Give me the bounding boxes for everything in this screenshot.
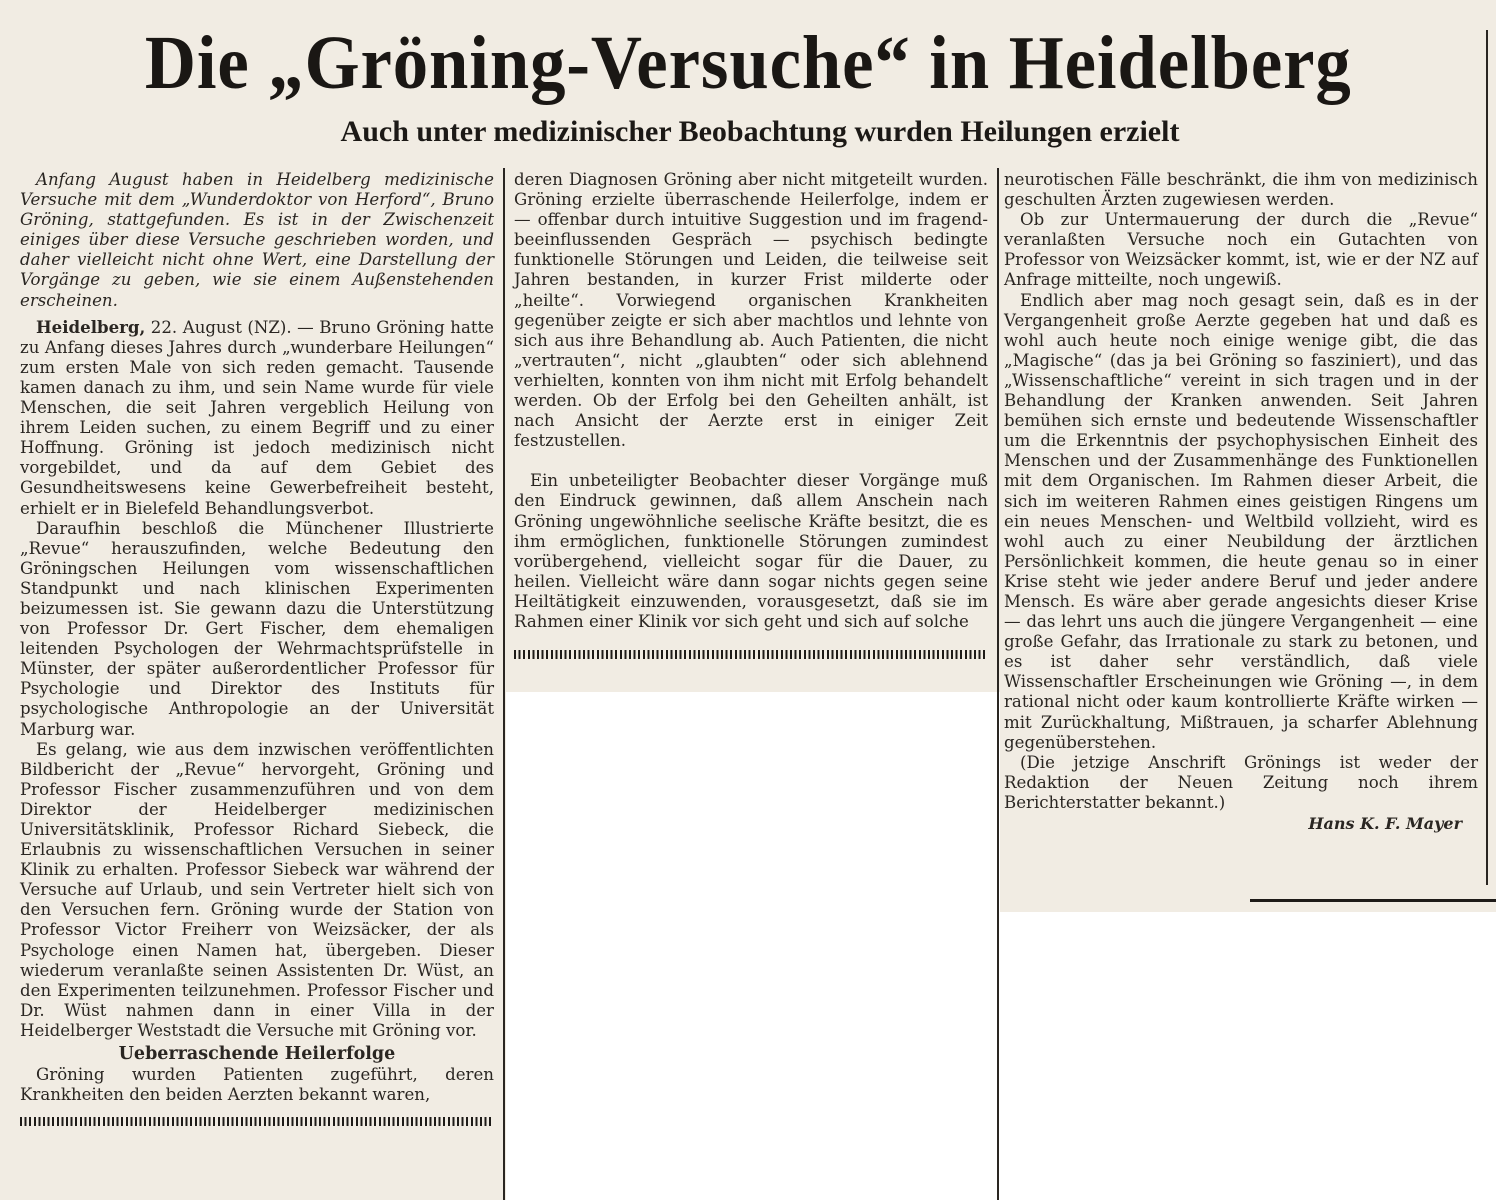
subheadline: Auch unter medizinischer Beobachtung wurden Heilungen erzielt (340, 115, 1180, 148)
body-paragraph-anschrift: (Die jetzige Anschrift Grönings ist weder der Redaktion der Neuen Zeitung noch ihrem Berichterstatter bekannt.) (1004, 752, 1478, 812)
body-paragraph-continued: deren Diagnosen Gröning aber nicht mitgeteilt wurden. Gröning erzielte überraschende Heilerfolge, indem er — offenbar durch intuitive Suggestion und im fragend-beeinflussenden Gespräch — psychisch bedingte funktionelle Störungen und Leiden, die teilweise seit Jahren bestanden, in kurzer Frist milderte oder „heilte“. Vorwiegend organischen Krankheiten gegenüber zeigte er sich aber machtlos und lehnte von sich aus ihre Behandlung ab. Auch Patienten, die nicht „vertrauten“, nicht „glaubten“ oder sich ablehnend verhielten, konnten von ihm nicht mit Erfolg behandelt werden. Ob der Erfolg bei den Geheilten anhält, ist nach Ansicht der Aerzte erst in einiger Zeit festzustellen. (514, 170, 988, 451)
body-paragraph-gelang: Es gelang, wie aus dem inzwischen veröffentlichten Bildbericht der „Revue“ hervorgeht, Gröning und Professor Fischer zusammenzuführen und von dem Direktor der Heidelberger medizinischen Universitätsklinik, Professor Richard Siebeck, die Erlaubnis zu wissenschaftlichen Versuchen in seiner Klinik zu erhalten. Professor Siebeck war während der Versuche auf Urlaub, und sein Vertreter hielt sich von den Versuchen fern. Gröning wurde der Station von Professor Victor Freiherr von Weizsäcker, der als Psychologe einen Namen hat, übergeben. Dieser wiederum veranlaßte seinen Assistenten Dr. Wüst, an den Experimenten teilzunehmen. Professor Fischer und Dr. Wüst nahmen dann in einer Villa in der Heidelberger Weststadt die Versuche mit Gröning vor. (20, 739, 494, 1040)
dateline: Heidelberg, (36, 316, 146, 337)
continuation-dash-rule-2 (514, 650, 988, 659)
body-paragraph-dateline (20, 317, 494, 519)
dateline-text: 22. August (NZ). — Bruno Gröning hatte zu Anfang dieses Jahres durch „wunderbare Heilungen“ zum ersten Male von sich reden gemacht. Tausende kamen danach zu ihm, und sein Name wurde für viele Menschen, die seit Jahren vergeblich Heilung von ihrem Leiden suchen, zu einem Begriff und zu einer Hoffnung. Gröning ist jedoch medizinisch nicht vorgebildet, und da auf dem Gebiet des Gesundheitswesens keine Gewerbefreiheit besteht, erhielt er in Bielefeld Behandlungsverbot. (20, 317, 494, 518)
body-paragraph-gutachten: Ob zur Untermauerung der durch die „Revue“ veranlaßten Versuche noch ein Gutachten von Professor von Weizsäcker kommt, ist, wie er der NZ auf Anfrage mitteilte, noch ungewiß. (1004, 210, 1478, 290)
blank-cutout-right (1000, 912, 1496, 1200)
body-paragraph-beobachter: Ein unbeteiligter Beobachter dieser Vorgänge muß den Eindruck gewinnen, daß allem Anschein nach Gröning ungewöhnliche seelische Kräfte besitzt, die es ihm ermöglichen, funktionelle Störungen zumindest vorübergehend, vielleicht sogar für die Dauer, zu heilen. Vielleicht wäre dann sogar nichts gegen seine Heiltätigkeit einzuwenden, vorausgesetzt, daß sie im Rahmen einer Klinik vor sich geht und sich auf solche (514, 471, 988, 631)
author-byline: Hans K. F. Mayer (1308, 814, 1462, 833)
column-2 (514, 170, 988, 659)
blank-cutout-middle (506, 692, 1000, 1200)
continuation-dash-rule-1 (20, 1117, 494, 1126)
body-paragraph-endlich: Endlich aber mag noch gesagt sein, daß es in der Vergangenheit große Aerzte gegeben hat und daß es wohl auch heute noch einige wenige gibt, die das „Magische“ (das ja bei Gröning so fasziniert), und das „Wissenschaftliche“ vereint in sich tragen und in der Behandlung der Kranken anwenden. Seit Jahren bemühen sich ernste und bedeutende Wissenschaftler um die Erkenntnis der psychophysischen Einheit des Menschen und der Zusammenhänge des Funktionellen mit dem Organischen. Im Rahmen dieser Arbeit, die sich im weiteren Rahmen eines geistigen Ringens um ein neues Menschen- und Weltbild vollzieht, wird es wohl auch zu einer Neubildung der ärztlichen Persönlichkeit kommen, die heute genau so in einer Krise steht wie jeder andere Beruf und jeder andere Mensch. Es wäre aber gerade angesichts dieser Krise — das lehrt uns auch die jüngere Vergangenheit — eine große Gefahr, das Irrationale zu stark zu betonen, und es ist daher sehr verständlich, daß viele Wissenschaftler Erscheinungen wie Gröning —, in dem rational nicht oder kaum kontrollierte Kräfte wirken — mit Zurückhaltung, Mißtrauen, ja scharfer Ablehnung gegenüberstehen. (1004, 290, 1478, 752)
column-3 (1004, 170, 1478, 834)
right-edge-rule (1486, 30, 1488, 885)
body-paragraph-revue: Daraufhin beschloß die Münchener Illustrierte „Revue“ herauszufinden, welche Bedeutung den Gröningschen Heilungen vom wissenschaftlichen Standpunkt und nach klinischen Experimenten beizumessen ist. Sie gewann dazu die Unterstützung von Professor Dr. Gert Fischer, dem ehemaligen leitenden Psychologen der Wehrmachtsprüfstelle in Münster, der später außerordentlicher Professor für Psychologie und Direktor des Instituts für psychologische Anthropologie an der Universität Marburg war. (20, 518, 494, 739)
body-paragraph-patienten: Gröning wurden Patienten zugeführt, deren Krankheiten den beiden Aerzten bekannt waren, (20, 1065, 494, 1105)
column-1 (20, 170, 494, 1126)
column-rule-2 (997, 168, 999, 1200)
column-rule-1 (503, 168, 505, 1200)
headline: Die „Gröning-Versuche“ in Heidelberg (144, 21, 1352, 105)
end-rule (1250, 899, 1496, 902)
body-paragraph-continued-3: neurotischen Fälle beschränkt, die ihm von medizinisch geschulten Ärzten zugewiesen werden. (1004, 170, 1478, 210)
paragraph-gap (514, 451, 988, 471)
lead-paragraph: Anfang August haben in Heidelberg medizinische Versuche mit dem „Wunderdoktor von Herford“, Bruno Gröning, stattgefunden. Es ist in der Zwischenzeit einiges über diese Versuche geschrieben worden, und daher vielleicht nicht ohne Wert, eine Darstellung der Vorgänge zu geben, wie sie einem Außenstehenden erscheinen. (20, 170, 494, 310)
section-subhead: Ueberraschende Heilerfolge (118, 1044, 396, 1065)
